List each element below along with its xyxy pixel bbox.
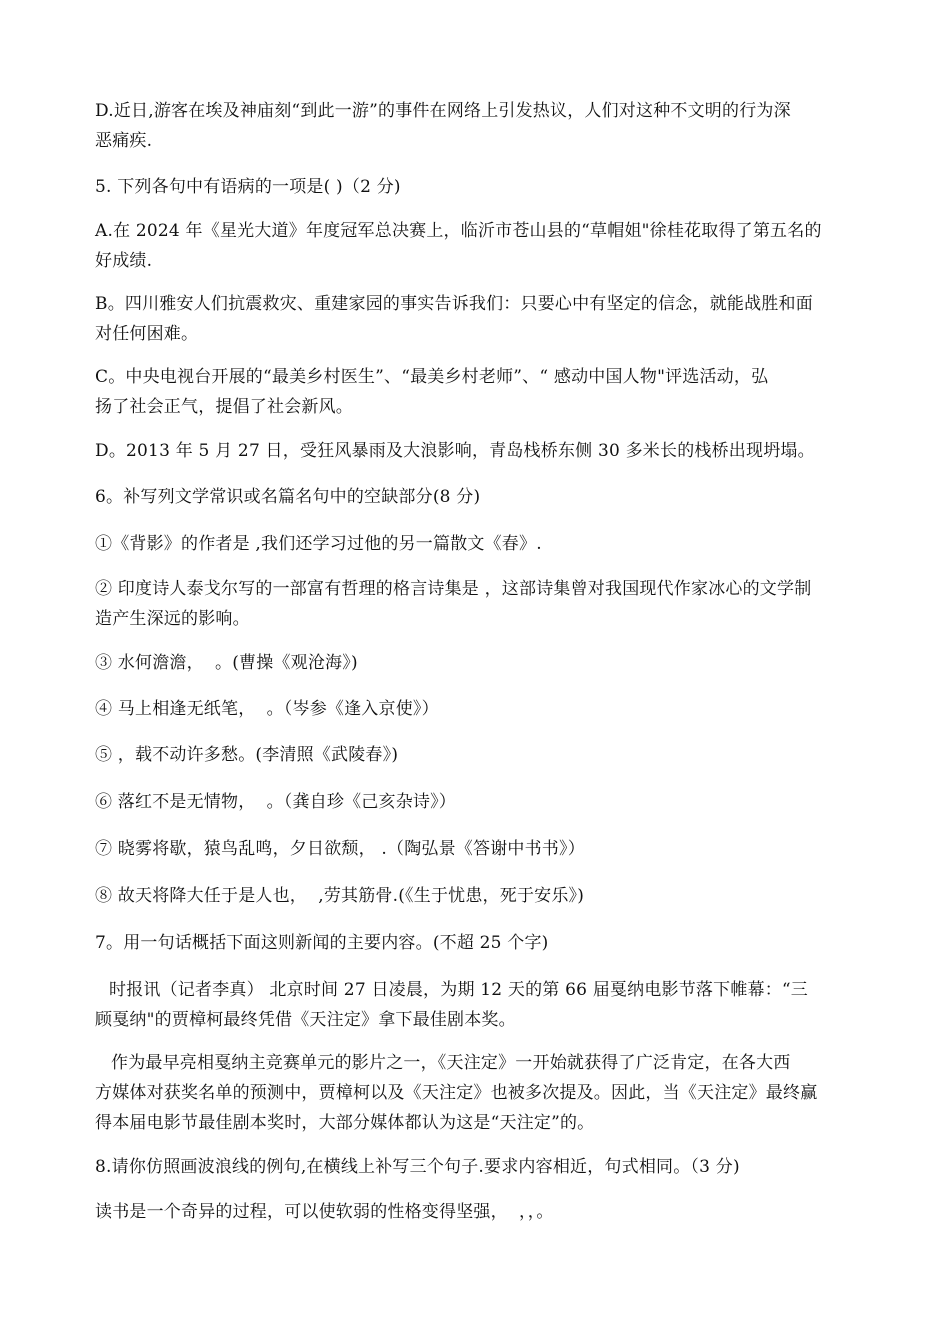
q5-option-c-line1: C。中央电视台开展的“最美乡村医生”、“最美乡村老师”、“ 感动中国人物"评选活动，弘 bbox=[95, 367, 769, 387]
q6-item-2-line2: 造产生深远的影响。 bbox=[95, 609, 250, 629]
q7-news-paragraph-1-line2: 顾戛纳"的贾樟柯最终凭借《天注定》拿下最佳剧本奖。 bbox=[95, 1010, 516, 1030]
q8-example-sentence: 读书是一个奇异的过程，可以使软弱的性格变得坚强， ，，。 bbox=[95, 1202, 554, 1222]
q6-item-4: ④ 马上相逢无纸笔， 。（岑参《逢入京使》） bbox=[95, 699, 439, 719]
q7-news-paragraph-1-line1: 时报讯（记者李真） 北京时间 27 日凌晨，为期 12 天的第 66 届戛纳电影节落下帷幕：“三 bbox=[109, 980, 809, 1000]
q5-stem: 5. 下列各句中有语病的一项是( )（2 分) bbox=[95, 177, 401, 197]
q5-option-b-line2: 对任何困难。 bbox=[95, 324, 199, 344]
q4-option-d-line1: D.近日,游客在埃及神庙刻“到此一游”的事件在网络上引发热议，人们对这种不文明的行为深 bbox=[95, 101, 791, 121]
q6-item-7: ⑦ 晓雾将歇，猿鸟乱鸣，夕日欲颓， .（陶弘景《答谢中书书》） bbox=[95, 839, 585, 859]
q5-option-c-line2: 扬了社会正气，提倡了社会新风。 bbox=[95, 397, 353, 417]
q7-news-paragraph-2-line3: 得本届电影节最佳剧本奖时，大部分媒体都认为这是“天注定”的。 bbox=[95, 1113, 595, 1133]
q6-item-2-line1: ② 印度诗人泰戈尔写的一部富有哲理的格言诗集是 ，这部诗集曾对我国现代作家冰心的文学制 bbox=[95, 579, 812, 599]
q5-option-d: D。2013 年 5 月 27 日，受狂风暴雨及大浪影响，青岛栈桥东侧 30 多米长的栈桥出现坍塌。 bbox=[95, 441, 815, 461]
q7-news-paragraph-2-line1: 作为最早亮相戛纳主竞赛单元的影片之一，《天注定》一开始就获得了广泛肯定，在各大西 bbox=[111, 1053, 791, 1073]
q5-option-b-line1: B。四川雅安人们抗震救灾、重建家园的事实告诉我们：只要心中有坚定的信念，就能战胜和面 bbox=[95, 294, 813, 314]
q4-option-d-line2: 恶痛疾. bbox=[95, 131, 153, 151]
q6-item-8: ⑧ 故天将降大任于是人也， ,劳其筋骨.(《生于忧患，死于安乐》) bbox=[95, 886, 585, 906]
q7-news-paragraph-2-line2: 方媒体对获奖名单的预测中，贾樟柯以及《天注定》也被多次提及。因此，当《天注定》最终赢 bbox=[95, 1083, 818, 1103]
q6-stem: 6。补写列文学常识或名篇名句中的空缺部分(8 分) bbox=[95, 487, 481, 507]
q6-item-1: ①《背影》的作者是 ,我们还学习过他的另一篇散文《春》. bbox=[95, 534, 542, 554]
q6-item-3: ③ 水何澹澹， 。(曹操《观沧海》) bbox=[95, 653, 358, 673]
q7-stem: 7。用一句话概括下面这则新闻的主要内容。(不超 25 个字) bbox=[95, 933, 549, 953]
q8-stem: 8.请你仿照画波浪线的例句,在横线上补写三个句子.要求内容相近，句式相同。（3 分) bbox=[95, 1157, 740, 1177]
q5-option-a-line2: 好成绩. bbox=[95, 251, 153, 271]
q6-item-5: ⑤ ，载不动许多愁。(李清照《武陵春》) bbox=[95, 745, 399, 765]
q5-option-a-line1: A.在 2024 年《星光大道》年度冠军总决赛上，临沂市苍山县的“草帽姐"徐桂花取得了第五名的 bbox=[95, 221, 822, 241]
q6-item-6: ⑥ 落红不是无情物， 。（龚自珍《己亥杂诗》） bbox=[95, 792, 457, 812]
